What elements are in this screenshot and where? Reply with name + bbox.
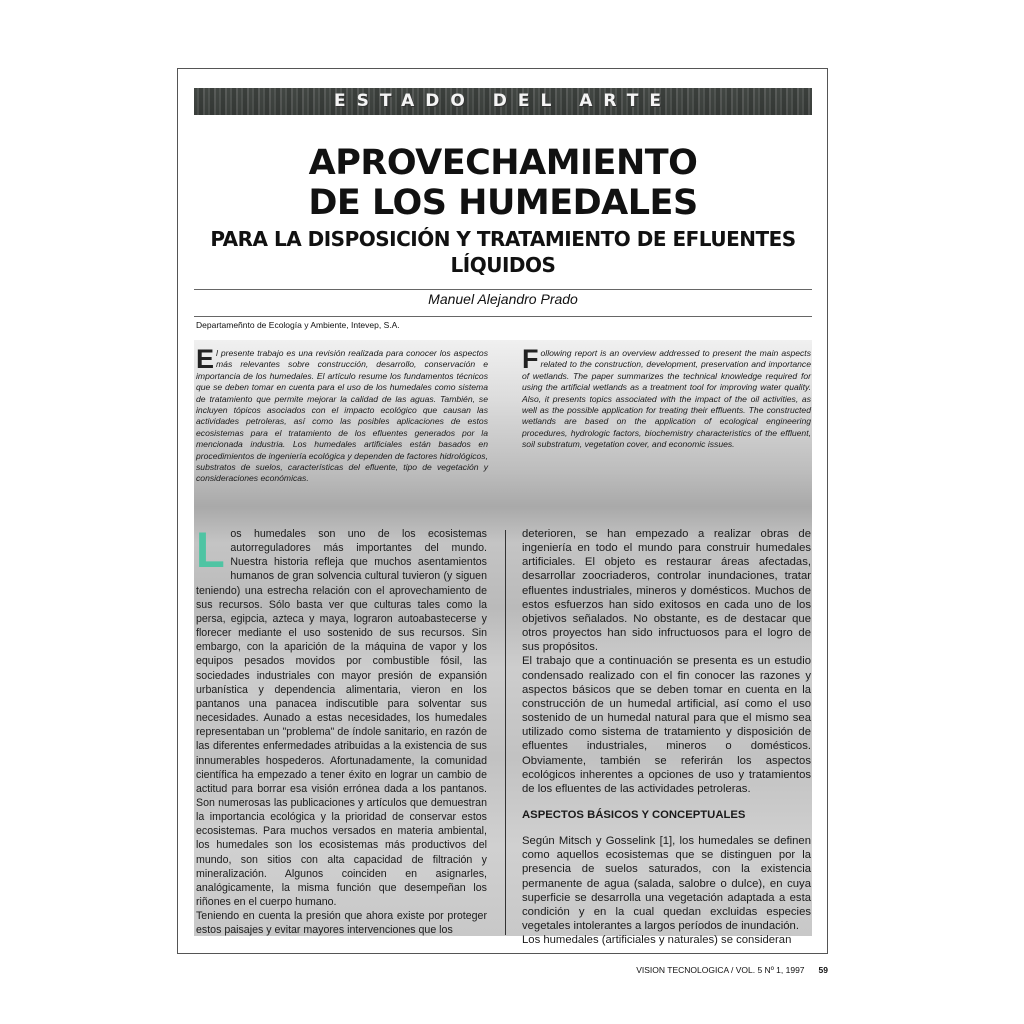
article-title xyxy=(194,143,812,223)
section-heading: ASPECTOS BÁSICOS Y CONCEPTUALES xyxy=(522,808,746,821)
paragraph-text: os humedales son uno de los ecosistemas autorreguladores más importantes del mundo. Nuestra historia refleja que muchos asentamientos humanos de gran solvencia cultural tuvieron (y siguen teniendo) una estrecha relación con el aprovechamiento de sus recursos. Sólo basta ver que culturas tales como la persa, egipcia, azteca y maya, lograron autoabastecerse y florecer mediante el uso sostenido de sus recursos. Sin embargo, con la aparición de la máquina de vapor y los equipos pesados movidos por combustible fósil, las sociedades industriales con mayor presión de expansión urbanística y dependencia alimentaria, vieron en los pantanos una panacea indiscutible para solventar sus necesidades. Aunado a estas necesidades, los humedales representaban un "problema" de índole sanitario, en razón de las diferentes enfermedades atribuidas a la existencia de sus innumerables hospederos. Afortunadamente, la comunidad científica ha empezado a tener éxito en lograr un cambio de actitud para borrar esa visión errónea dada a los pantanos. Son numerosas las publicaciones y artículos que demuestran la importancia ecológica y la prioridad de conservar estos ecosistemas. Para muchos versados en materia ambiental, los humedales son los ecosistemas más productivos del mundo, son sitios con alta capacidad de filtración y mineralización. Algunos coinciden en asignarles, analógicamente, la misma función que desempeñan los riñones en el cuerpo humano. xyxy=(196,528,487,909)
column-divider xyxy=(505,530,506,935)
abstract-spanish xyxy=(196,344,488,485)
paragraph: Los humedales (artificiales y naturales) se consideran xyxy=(522,934,792,947)
title-line: DE LOS HUMEDALES xyxy=(308,183,698,223)
subtitle-line: LÍQUIDOS xyxy=(450,253,556,277)
divider xyxy=(194,316,812,317)
author: Manuel Alejandro Prado xyxy=(428,291,578,307)
affiliation: Departameñnto de Ecología y Ambiente, Intevep, S.A. xyxy=(196,320,400,330)
section-label: ESTADO DEL ARTE xyxy=(334,91,672,111)
drop-cap: E xyxy=(196,344,215,374)
paragraph xyxy=(196,522,487,909)
drop-cap: F xyxy=(522,344,539,374)
body-column-left xyxy=(196,522,487,938)
divider xyxy=(194,289,812,290)
paragraph: Según Mitsch y Gosselink [1], los humedales se definen como aquellos ecosistemas que se distinguen por la presencia de suelos saturados, con la existencia permanente de agua (salada, salobre o dulce), en cuya superficie se desarrolla una vegetación adaptada a esta condición y en la cual quedan excluidas especies vegetales intolerantes a largos períodos de inundación. xyxy=(522,835,811,933)
body-column-right xyxy=(522,527,811,947)
journal-info: VISION TECNOLOGICA / VOL. 5 Nº 1, 1997 xyxy=(636,965,805,975)
section-banner xyxy=(194,88,812,115)
drop-cap: L xyxy=(196,522,225,578)
abstract-text: ollowing report is an overview addressed to present the main aspects related to the construction, development, preservation and importance of wetlands. The paper summarizes the technical knowledge required for using the artificial wetlands as a treatment tool for improving water quality. Also, it presents topics associated with the impact of the oil activities, as well as the possible application for treating their effluents. The constructed wetlands are based on the application of ecological engineering procedures, hydrologic factors, biochemistry characteristics of the effluent, soil substratum, vegetation cover, and economic issues. xyxy=(522,348,811,450)
abstract-text: l presente trabajo es una revisión realizada para conocer los aspectos más relevantes sobre construcción, desarrollo, conservación e importancia de los humedales. El artículo resume los fundamentos técnicos que se deben tomar en cuenta para el uso de los humedales como sistema de tratamiento que permite mejorar la calidad de las aguas. También, se incluyen tópicos asociados con el impacto ecológico que causan las actividades petroleras, así como las posibles aplicaciones de estos ecosistemas para el tratamiento de los efluentes generados por la mencionada industria. Los humedales artificiales están basados en procedimientos de ingeniería ecológica y dependen de factores hidrológicos, substratos de suelos, características del efluente, tipo de vegetación y consideraciones económicas. xyxy=(196,348,488,484)
page-footer xyxy=(636,965,828,975)
abstract-english xyxy=(522,344,811,451)
paragraph: El trabajo que a continuación se presenta es un estudio condensado realizado con el fin conocer las razones y aspectos básicos que se deben tomar en cuenta en la construcción de un humedal artificial, así como el uso sostenido de un humedal natural para que el mismo sea utilizado como sistema de tratamiento y disposición de efluentes industriales, mineros o domésticos. Obviamente, también se referirán los aspectos ecológicos inherentes a opciones de uso y tratamientos de los efluentes de las actividades petroleras. xyxy=(522,655,811,795)
article-subtitle xyxy=(194,226,812,278)
subtitle-line: PARA LA DISPOSICIÓN Y TRATAMIENTO DE EFLUENTES xyxy=(210,227,796,251)
title-line: APROVECHAMIENTO xyxy=(308,143,698,183)
page-number: 59 xyxy=(818,965,828,975)
paragraph: Teniendo en cuenta la presión que ahora existe por proteger estos paisajes y evitar mayores intervenciones que los xyxy=(196,910,487,937)
paragraph: deterioren, se han empezado a realizar obras de ingeniería en todo el mundo para construir humedales artificiales. El objeto es restaurar áreas afectadas, desarrollar zoocriaderos, controlar inundaciones, tratar efluentes industriales, mineros y domésticos. Muchos de estos esfuerzos han sido exitosos en cada uno de los objetivos señalados. No obstante, es de destacar que otros proyectos han sido infructuosos para el logro de sus propósitos. xyxy=(522,528,811,654)
